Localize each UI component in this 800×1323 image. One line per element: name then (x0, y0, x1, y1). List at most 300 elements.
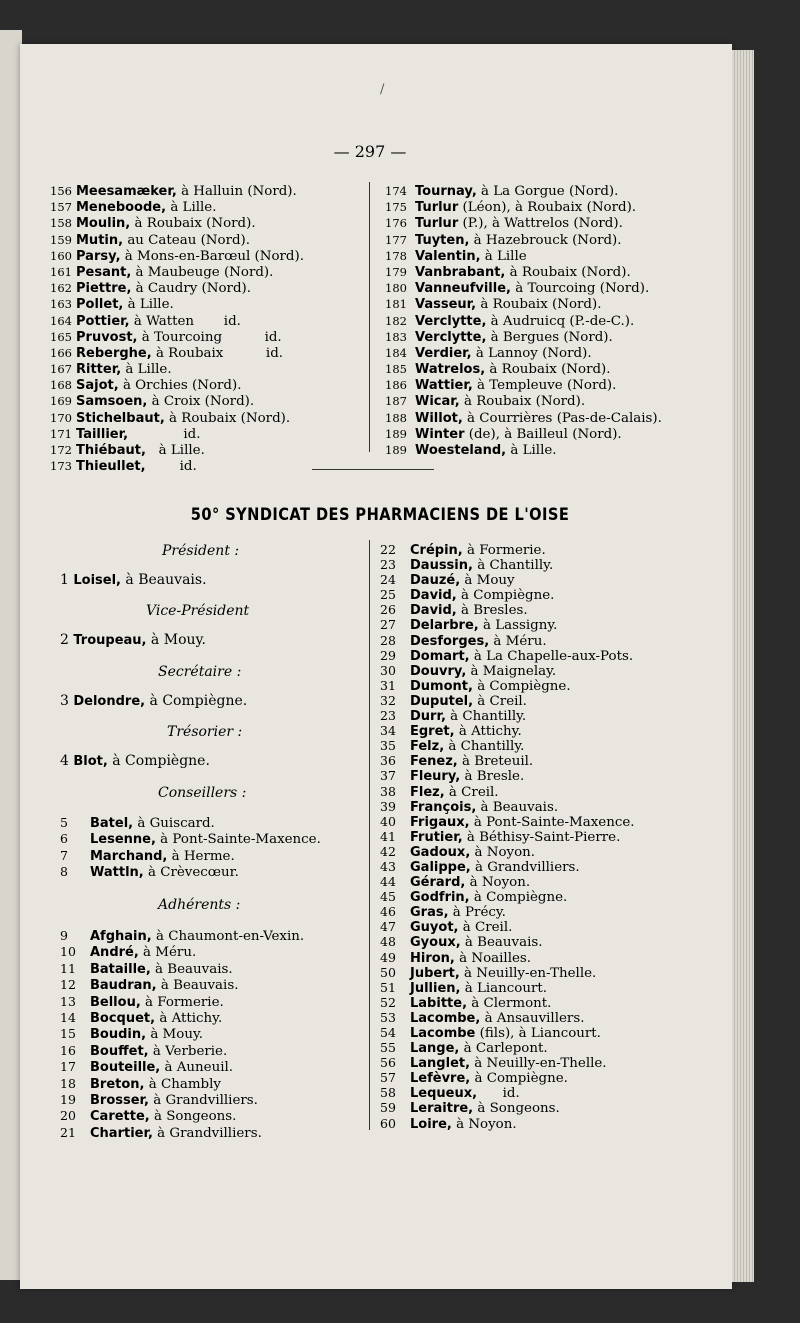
member-name: Verclytte, (415, 329, 487, 345)
member-name: Sajot, (76, 378, 119, 394)
member-name: Vasseur, (415, 297, 477, 313)
member-name: Taillier, (76, 426, 129, 442)
corner-mark: / (380, 82, 385, 97)
member-location: à Chantilly. (445, 709, 527, 725)
member-name: David, (410, 603, 457, 619)
member-location: à Beauvais. (150, 961, 233, 977)
member-location: à Carlepont. (459, 1041, 548, 1057)
member-location: à Croix (Nord). (147, 394, 255, 410)
member-location: à Méru. (138, 945, 197, 961)
member-location: à Lille. (121, 362, 172, 378)
member-location: à Attichy. (155, 1010, 223, 1026)
member-location: à Formerie. (140, 994, 224, 1010)
member-name: Bellou, (90, 994, 141, 1010)
list-item (60, 815, 321, 831)
member-name: Winter (415, 426, 465, 442)
member-name: Guyot, (410, 920, 459, 936)
member-location: (fils), à Liancourt. (475, 1026, 601, 1041)
member-name: Gyoux, (410, 935, 461, 951)
entry-number: 12 (60, 977, 76, 993)
list-item (380, 784, 635, 799)
entry-number: 7 (60, 847, 68, 863)
member-location: à Chantilly. (472, 558, 554, 574)
list-item (380, 950, 635, 965)
entry-number: 173 (50, 459, 72, 474)
member-name: Leraitre, (410, 1101, 474, 1117)
entry-number: 179 (385, 264, 407, 279)
member-name: Thiébaut, (76, 443, 146, 458)
list-item (60, 831, 321, 847)
officer-entry (60, 693, 247, 709)
entry-number: 178 (385, 248, 407, 263)
entry-number: 34 (380, 723, 396, 739)
member-location: à Lille (480, 248, 527, 264)
member-name: Gras, (410, 905, 449, 921)
list-item (60, 977, 304, 993)
member-location: (de), à Bailleul (Nord). (464, 426, 622, 442)
member-location: à Grandvilliers. (470, 859, 580, 875)
member-name: Jullien, (410, 980, 461, 996)
entry-number: 15 (60, 1026, 76, 1042)
list-item (60, 1026, 304, 1042)
member-name: Carette, (90, 1109, 150, 1125)
entry-number: 158 (50, 216, 72, 231)
entry-number: 180 (385, 281, 407, 296)
member-location: à Compiègne. (145, 693, 248, 709)
entry-number: 166 (50, 345, 72, 360)
entry-number: 181 (385, 297, 407, 312)
entry-number: 51 (380, 979, 396, 995)
member-name: Labitte, (410, 995, 468, 1011)
member-location: à Compiègne. (472, 678, 571, 694)
member-name: Gadoux, (410, 844, 471, 860)
member-location: (Léon), à Roubaix (Nord). (458, 200, 637, 216)
entry-number: 20 (60, 1108, 76, 1124)
list-item (380, 919, 635, 934)
member-name: Afghain, (90, 929, 152, 944)
member-location: à Breteuil. (457, 754, 534, 770)
member-location: à Roubaix id. (151, 345, 284, 361)
member-name: Batel, (90, 816, 134, 831)
member-name: Bouffet, (90, 1043, 149, 1059)
entry-number: 189 (385, 426, 407, 441)
entry-number: 162 (50, 281, 72, 296)
list-item (380, 965, 635, 980)
member-location: à Herme. (167, 848, 235, 864)
list-item (60, 944, 304, 960)
entry-number: 21 (60, 1124, 76, 1140)
member-name: Bouteille, (90, 1060, 161, 1076)
member-location: à Mons-en-Barœul (Nord). (120, 248, 304, 264)
entry-number: 185 (385, 362, 407, 377)
member-name: Pottier, (76, 313, 130, 329)
member-location: à Noyon. (465, 875, 531, 891)
entry-number: 5 (60, 815, 68, 830)
member-location: à Songeons. (473, 1101, 560, 1117)
member-name: Douvry, (410, 663, 467, 679)
member-location: à Mouy. (146, 632, 207, 648)
member-name: Lacombe, (410, 1010, 481, 1026)
entry-number: 187 (385, 394, 407, 409)
member-location: à Verberie. (148, 1043, 228, 1059)
entry-number: 164 (50, 313, 72, 328)
member-name: Lange, (410, 1041, 460, 1057)
entry-number: 27 (380, 617, 396, 633)
entry-number: 156 (50, 184, 72, 198)
member-name: Pesant, (76, 264, 132, 280)
member-name: Meneboode, (76, 200, 167, 216)
list-item (380, 889, 635, 904)
member-name: Marchand, (90, 848, 168, 864)
list-item (60, 1059, 304, 1075)
member-location: à Creil. (444, 784, 499, 800)
member-name: Ritter, (76, 362, 122, 378)
entry-number: 175 (385, 200, 407, 215)
member-location: à Beauvais. (460, 935, 543, 951)
entry-number: 189 (385, 443, 407, 457)
list-item (380, 1085, 635, 1100)
member-location: à Grandvilliers. (152, 1125, 262, 1141)
entry-number: 54 (380, 1025, 396, 1040)
list-item (50, 361, 304, 377)
member-location: à Creil. (473, 693, 527, 709)
member-location: à Mouy. (146, 1027, 203, 1043)
member-location: à Maubeuge (Nord). (131, 264, 274, 280)
entry-number: 36 (380, 753, 396, 769)
member-name: Breton, (90, 1076, 145, 1092)
entry-number: 10 (60, 944, 76, 960)
list-item (385, 410, 662, 426)
member-location: à Beauvais. (120, 572, 207, 588)
entry-number: 39 (380, 798, 396, 814)
member-location: à Roubaix (Nord). (485, 362, 611, 378)
entry-number: 182 (385, 313, 407, 328)
member-location: à Neuilly-en-Thelle. (459, 965, 597, 981)
list-item (385, 280, 662, 296)
entry-number: 23 (380, 708, 396, 724)
member-location: à Guiscard. (133, 816, 215, 831)
member-location: id. (145, 459, 197, 475)
member-name: Crépin, (410, 543, 463, 558)
members-list-left (60, 928, 304, 1141)
list-item (380, 1070, 635, 1085)
entry-number: 177 (385, 232, 407, 247)
member-name: Duputel, (410, 693, 474, 709)
member-name: Watrelos, (415, 362, 486, 378)
list-item (380, 1116, 635, 1131)
member-name: Domart, (410, 648, 470, 664)
list-item (380, 557, 635, 572)
list-item (60, 961, 304, 977)
member-location: à Béthisy-Saint-Pierre. (462, 829, 621, 845)
member-list-top-left (50, 183, 304, 474)
member-location: à Pont-Sainte-Maxence. (155, 832, 321, 848)
list-item (60, 1010, 304, 1026)
member-name: Fenez, (410, 754, 458, 770)
member-location: à Chambly (144, 1076, 221, 1092)
member-name: Durr, (410, 709, 446, 725)
list-item (380, 829, 635, 844)
entry-number: 4 (60, 753, 74, 769)
member-name: Hiron, (410, 950, 455, 966)
list-item (380, 995, 635, 1010)
member-name: Vanneufville, (415, 281, 511, 297)
column-divider-bottom (369, 540, 370, 1130)
member-location: à Lille. (506, 443, 557, 458)
member-location: à La Chapelle-aux-Pots. (469, 648, 634, 664)
list-item (380, 648, 635, 663)
member-name: Stichelbaut, (76, 410, 165, 426)
member-location: à Précy. (448, 905, 506, 921)
member-name: Piettre, (76, 281, 132, 297)
member-name: Galippe, (410, 859, 471, 875)
list-item (50, 377, 304, 393)
entry-number: 161 (50, 264, 72, 279)
entry-number: 49 (380, 949, 396, 965)
list-item (380, 904, 635, 919)
member-location: à Tourcoing id. (137, 329, 282, 345)
member-location: à Bresles. (456, 603, 528, 619)
member-name: Desforges, (410, 633, 490, 649)
member-location: à Clermont. (467, 995, 552, 1011)
entry-number: 41 (380, 828, 396, 844)
member-name: Chartier, (90, 1125, 153, 1141)
list-item (380, 587, 635, 602)
member-name: Samsoen, (76, 394, 148, 410)
member-location: à Pont-Sainte-Maxence. (469, 814, 635, 830)
member-location: id. (477, 1086, 520, 1102)
list-item (385, 199, 662, 215)
member-location: à Crèvecœur. (143, 865, 239, 881)
member-location: à Liancourt. (460, 980, 547, 996)
list-item (380, 768, 635, 783)
entry-number: 18 (60, 1075, 76, 1091)
list-item (385, 183, 662, 199)
list-item (380, 874, 635, 889)
entry-number: 56 (380, 1055, 396, 1071)
list-item (385, 393, 662, 409)
member-location: à Attichy. (454, 724, 522, 740)
entry-number: 44 (380, 874, 396, 890)
entry-number: 8 (60, 864, 68, 880)
member-list-top-right (385, 183, 662, 458)
section-heading: 50° SYNDICAT DES PHARMACIENS DE L'OISE (190, 505, 570, 525)
list-item (50, 183, 304, 199)
member-name: Loire, (410, 1116, 452, 1132)
member-name: Troupeau, (73, 633, 147, 648)
left-page-edge (0, 30, 22, 1280)
member-location: à Roubaix (Nord). (459, 394, 586, 410)
list-item (380, 663, 635, 678)
member-location: à Maignelay. (466, 663, 557, 679)
member-name: Dumont, (410, 678, 473, 694)
officer-role: Secrétaire : (158, 664, 242, 680)
member-name: David, (410, 588, 457, 604)
member-name: Fleury, (410, 769, 461, 785)
list-item (380, 753, 635, 768)
list-item (50, 410, 304, 426)
member-location: à Templeuve (Nord). (472, 378, 617, 394)
officer-entry (60, 632, 206, 648)
member-location: à Chantilly. (444, 739, 525, 755)
member-location: à Compiègne. (470, 1071, 568, 1087)
entry-number: 59 (380, 1100, 396, 1116)
entry-number: 14 (60, 1009, 76, 1025)
officer-role: Trésorier : (167, 724, 243, 740)
entry-number: 186 (385, 378, 407, 393)
member-location: au Cateau (Nord). (123, 232, 251, 248)
member-name: Tuyten, (415, 232, 470, 248)
member-name: Wattln, (90, 865, 144, 881)
member-name: François, (410, 799, 477, 815)
column-divider-top (369, 182, 370, 452)
list-item (385, 248, 662, 264)
member-location: à Orchies (Nord). (118, 378, 242, 394)
member-location: à Beauvais. (476, 799, 559, 815)
list-item (385, 215, 662, 231)
member-location: à Noyon. (451, 1116, 517, 1132)
list-item (60, 1125, 304, 1141)
member-name: Woesteland, (415, 443, 507, 458)
member-name: Blot, (73, 754, 108, 769)
list-item (385, 345, 662, 361)
member-name: Delarbre, (410, 618, 479, 634)
member-name: Dauzé, (410, 573, 461, 589)
entry-number: 31 (380, 677, 396, 693)
list-item (60, 864, 321, 880)
member-name: Boudin, (90, 1027, 147, 1043)
entry-number: 48 (380, 934, 396, 950)
entry-number: 6 (60, 831, 68, 847)
member-location: à Audruicq (P.-de-C.). (486, 313, 635, 329)
officer-entry (60, 572, 207, 588)
entry-number: 42 (380, 843, 396, 859)
entry-number: 160 (50, 248, 72, 263)
entry-number: 165 (50, 329, 72, 344)
member-name: Jubert, (410, 965, 460, 981)
list-item (50, 442, 304, 458)
entry-number: 40 (380, 813, 396, 829)
list-item (60, 1076, 304, 1092)
list-item (380, 859, 635, 874)
section-divider (312, 469, 434, 470)
entry-number: 159 (50, 232, 72, 247)
list-item (380, 693, 635, 708)
list-item (380, 602, 635, 617)
entry-number: 32 (380, 692, 396, 708)
member-name: Langlet, (410, 1056, 471, 1072)
member-location: à Ansauvillers. (480, 1010, 585, 1026)
member-name: Pruvost, (76, 329, 138, 345)
list-item (380, 1100, 635, 1115)
entry-number: 50 (380, 964, 396, 980)
entry-number: 46 (380, 904, 396, 920)
list-item (60, 1092, 304, 1108)
entry-number: 47 (380, 919, 396, 935)
member-location: à Roubaix (Nord). (164, 410, 291, 426)
list-item (380, 708, 635, 723)
member-name: Reberghe, (76, 345, 152, 361)
entry-number: 45 (380, 889, 396, 905)
entry-number: 35 (380, 738, 396, 754)
entry-number: 30 (380, 662, 396, 678)
members-list-right (380, 542, 635, 1131)
member-location: à Songeons. (149, 1109, 237, 1125)
member-location: à Mouy (460, 573, 515, 589)
entry-number: 9 (60, 928, 68, 943)
list-item (380, 1055, 635, 1070)
entry-number: 167 (50, 362, 72, 377)
list-item (385, 377, 662, 393)
entry-number: 22 (380, 542, 396, 557)
member-location: à Neuilly-en-Thelle. (470, 1056, 607, 1072)
member-name: Delondre, (73, 694, 146, 709)
member-name: André, (90, 945, 139, 961)
entry-number: 188 (385, 410, 407, 425)
member-name: Gérard, (410, 875, 466, 891)
entry-number: 170 (50, 410, 72, 425)
member-location: à Creil. (458, 920, 513, 936)
member-location: à Compiègne. (469, 890, 568, 906)
member-location: à Compiègne. (456, 588, 555, 604)
member-location: à La Gorgue (Nord). (476, 184, 619, 199)
page-stack-edge (732, 50, 754, 1282)
member-location: à Noyon. (470, 844, 536, 860)
member-name: Baudran, (90, 978, 157, 994)
entry-number: 11 (60, 960, 76, 976)
entry-number: 1 (60, 572, 74, 588)
list-item (50, 393, 304, 409)
member-name: Vanbrabant, (415, 264, 506, 280)
entry-number: 3 (60, 693, 74, 709)
entry-number: 28 (380, 632, 396, 648)
list-item (50, 329, 304, 345)
list-item (380, 738, 635, 753)
entry-number: 13 (60, 993, 76, 1009)
member-location: à Caudry (Nord). (131, 281, 252, 297)
members-title: Adhérents : (158, 897, 241, 913)
list-item (380, 723, 635, 738)
entry-number: 55 (380, 1040, 396, 1056)
list-item (380, 542, 635, 557)
member-location: à Watten id. (129, 313, 241, 329)
member-location: à Roubaix (Nord). (505, 264, 631, 280)
list-item (385, 232, 662, 248)
entry-number: 25 (380, 587, 396, 603)
member-location: id. (128, 426, 201, 442)
list-item (50, 296, 304, 312)
member-name: Thieullet, (76, 459, 146, 475)
list-item (380, 844, 635, 859)
page-number: — 297 — (333, 142, 407, 161)
member-name: Bataille, (90, 961, 151, 977)
member-location: à Lille. (166, 200, 217, 216)
list-item (380, 1040, 635, 1055)
list-item (380, 980, 635, 995)
member-location: à Noailles. (454, 950, 532, 966)
member-location: à Halluin (Nord). (176, 184, 297, 199)
list-item (380, 799, 635, 814)
member-location: à Hazebrouck (Nord). (469, 232, 622, 248)
list-item (50, 345, 304, 361)
list-item (385, 313, 662, 329)
member-location: à Lassigny. (478, 618, 558, 634)
entry-number: 168 (50, 378, 72, 393)
list-item (380, 1010, 635, 1025)
list-item (385, 442, 662, 458)
member-name: Meesamæker, (76, 184, 177, 199)
list-item (60, 1108, 304, 1124)
